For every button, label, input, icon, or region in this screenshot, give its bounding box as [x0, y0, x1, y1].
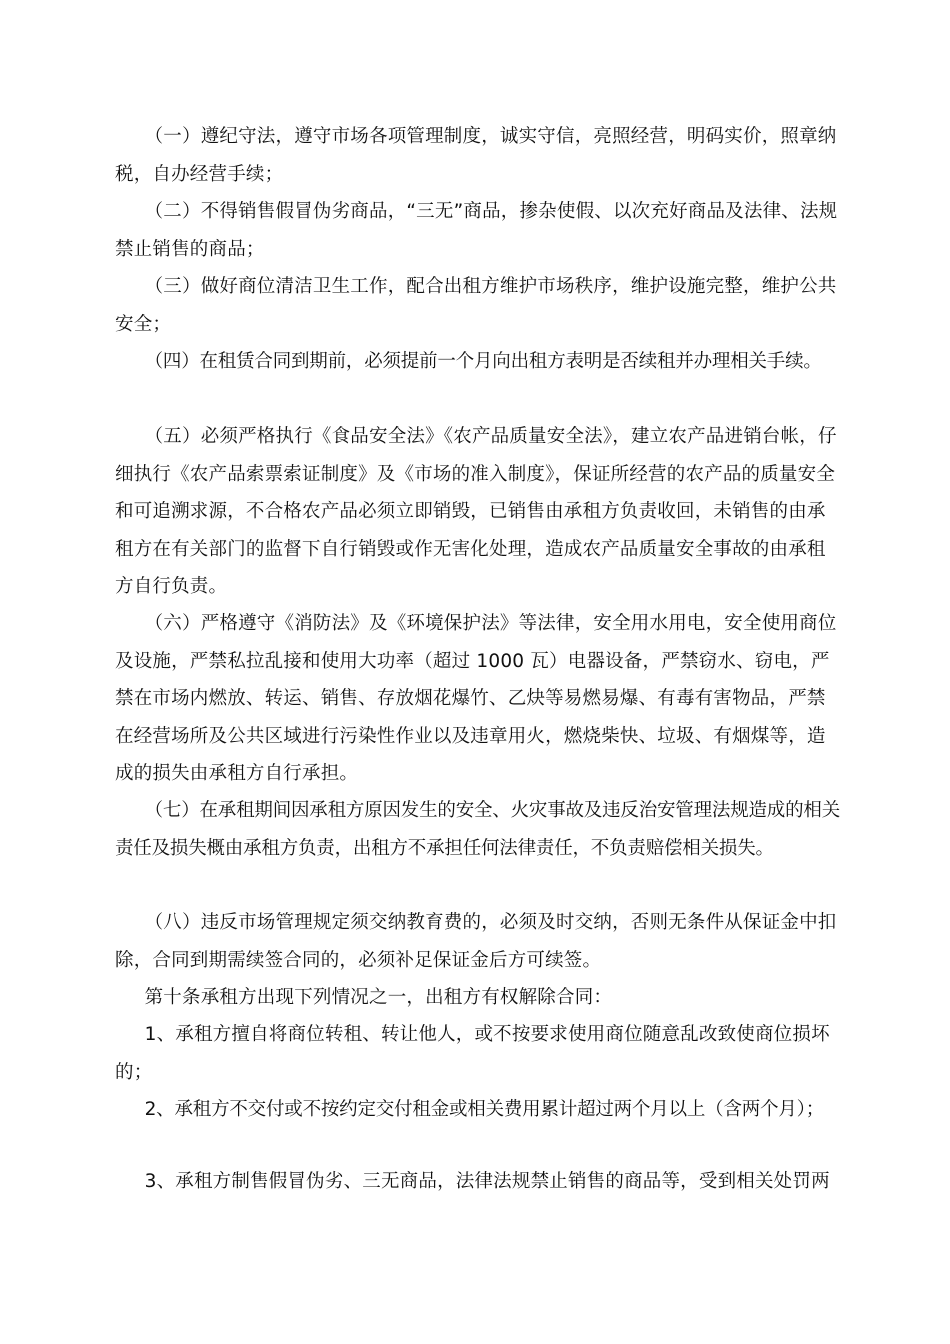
paragraph-1: （一）遵纪守法，遵守市场各项管理制度，诚实守信，亮照经营，明码实价，照章纳税，自办经营手续；: [115, 126, 837, 185]
paragraph-8: （八）违反市场管理规定须交纳教育费的，必须及时交纳，否则无条件从保证金中扣除，合同到期需续签合同的，必须补足保证金后方可续签。: [115, 912, 837, 971]
paragraph-5: （五）必须严格执行《食品安全法》《农产品质量安全法》，建立农产品进销台帐，仔细执行《农产品索票索证制度》及《市场的准入制度》，保证所经营的农产品的质量安全和可追溯求源，不合格农产品必须立即销毁，已销售由承租方负责收回，未销售的由承租方在有关部门的监督下自行销毁或作无害化处理，造成农产品质量安全事故的由承租方自行负责。: [115, 426, 837, 597]
paragraph-7: （七）在承租期间因承租方原因发生的安全、火灾事故及违反治安管理法规造成的相关责任及损失概由承租方负责，出租方不承担任何法律责任，不负责赔偿相关损失。: [115, 800, 840, 859]
paragraph-3: （三）做好商位清洁卫生工作，配合出租方维护市场秩序，维护设施完整，维护公共安全；: [115, 276, 837, 335]
paragraph-6: （六）严格遵守《消防法》及《环境保护法》等法律，安全用水用电，安全使用商位及设施，严禁私拉乱接和使用大功率（超过 1000 瓦）电器设备，严禁窃水、窃电，严禁在市场内燃放、转运、销售、存放烟花爆竹、乙炔等易燃易爆、有毒有害物品，严禁在经营场所及公共区域进行污染性作业以及违章用火，燃烧柴快、垃圾、有烟煤等，造成的损失由承租方自行承担。: [115, 613, 837, 784]
paragraph-4: （四）在租赁合同到期前，必须提前一个月向出租方表明是否续租并办理相关手续。: [144, 351, 822, 372]
item-3: 3、承租方制售假冒伪劣、三无商品，法律法规禁止销售的商品等，受到相关处罚两: [144, 1171, 830, 1192]
item-2: 2、承租方不交付或不按约定交付租金或相关费用累计超过两个月以上（含两个月）；: [144, 1099, 825, 1120]
article-10-heading: 第十条承租方出现下列情况之一，出租方有权解除合同：: [144, 987, 613, 1008]
paragraph-2: （二）不得销售假冒伪劣商品，“三无”商品，掺杂使假、以次充好商品及法律、法规禁止销售的商品；: [115, 201, 838, 260]
item-1: 1、承租方擅自将商位转租、转让他人，或不按要求使用商位随意乱改致使商位损坏的；: [115, 1024, 830, 1083]
